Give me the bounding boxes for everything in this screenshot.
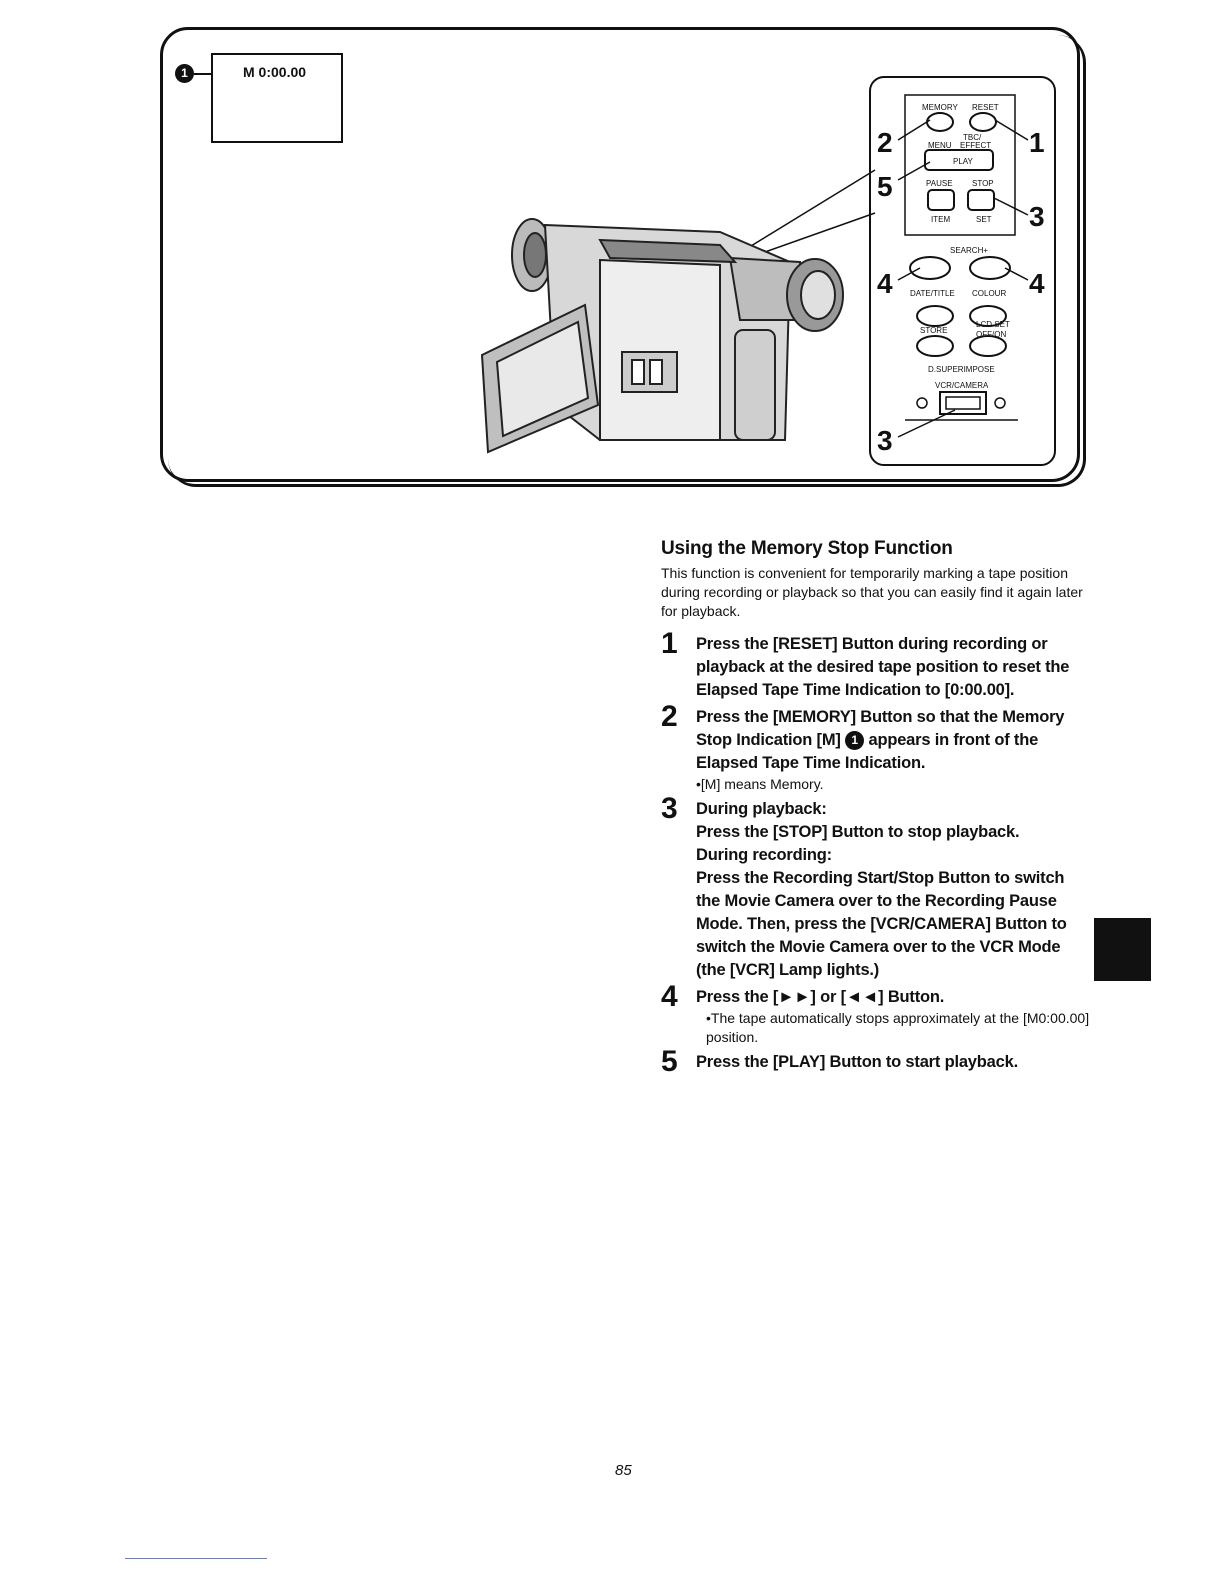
step-4 <box>661 980 1091 1047</box>
step-text: Press the [RESET] Button during recording or playback at the desired tape position to reset the Elapsed Tape Time Indication to [0:00.00]. <box>696 635 1070 699</box>
callout-4-left: 4 <box>877 268 893 299</box>
camcorder-body <box>482 219 843 452</box>
memory-button-label: MEMORY <box>922 103 958 112</box>
menu-label: MENU <box>928 141 952 150</box>
footer-rule <box>125 1558 267 1559</box>
step-2 <box>661 700 1091 794</box>
memory-indicator-text: M 0:00.00 <box>243 64 307 80</box>
d-superimpose-label: D.SUPERIMPOSE <box>928 365 995 374</box>
step-text-part-a: Press the [MEMORY] Button so that the Memory Stop Indication [M] <box>696 708 1065 749</box>
section-intro: This function is convenient for temporarily marking a tape position during recording or playback so that you can easily find it again later for playback. <box>661 565 1083 619</box>
marker-1-icon: 1 <box>845 731 864 750</box>
step-number: 3 <box>661 792 678 825</box>
callout-1: 1 <box>1029 127 1045 158</box>
date-title-label: DATE/TITLE <box>910 289 955 298</box>
step-number: 1 <box>661 627 678 660</box>
play-button-label: PLAY <box>953 157 973 166</box>
step-text-playback: Press the [STOP] Button to stop playback. <box>696 823 1020 841</box>
vcr-camera-label: VCR/CAMERA <box>935 381 989 390</box>
step-text-part-b: appears in front of the Elapsed Tape Time Indication. <box>696 731 1039 772</box>
lcd-set-label: LCD SET <box>976 320 1010 329</box>
marker-1-icon: 1 <box>175 64 194 83</box>
step-5 <box>661 1045 1091 1078</box>
item-label: ITEM <box>931 215 951 224</box>
step-text: Press the [PLAY] Button to start playback. <box>696 1053 1018 1071</box>
step-note: •[M] means Memory. <box>696 776 824 792</box>
instructions-column <box>661 538 1091 1078</box>
control-panel-labels <box>910 103 1010 390</box>
step-note: •The tape automatically stops approximately at the [M0:00.00] position. <box>706 1010 1090 1045</box>
step-text-recording: Press the Recording Start/Stop Button to switch the Movie Camera over to the Recording Pause Mode. Then, press the [VCR/CAMERA] Button to switch the Movie Camera over to the VCR Mode (the [VCR] Lamp lights.) <box>696 869 1067 979</box>
step-text <box>696 706 1091 775</box>
callout-5: 5 <box>877 171 893 202</box>
step-heading-playback: During playback: <box>696 800 827 818</box>
effect-label: EFFECT <box>960 141 992 150</box>
step-text: Press the [►►] or [◄◄] Button. <box>696 988 945 1006</box>
store-label: STORE <box>920 326 948 335</box>
step-3 <box>661 792 1091 982</box>
section-tab-marker <box>1094 918 1151 981</box>
stop-button-label: STOP <box>972 179 994 188</box>
reset-button-label: RESET <box>972 103 999 112</box>
pause-button-label: PAUSE <box>926 179 953 188</box>
step-number: 2 <box>661 700 678 733</box>
off-on-label: OFF/ON <box>976 330 1007 339</box>
callout-2: 2 <box>877 127 893 158</box>
section-title: Using the Memory Stop Function <box>661 538 953 559</box>
search-label: SEARCH+ <box>950 246 989 255</box>
set-label: SET <box>976 215 992 224</box>
step-1 <box>661 627 1091 702</box>
step-number: 4 <box>661 980 678 1013</box>
callout-3-bottom: 3 <box>877 425 893 456</box>
step-heading-recording: During recording: <box>696 846 832 864</box>
callout-4-right: 4 <box>1029 268 1045 299</box>
tbc-label: TBC/ <box>963 133 982 142</box>
colour-label: COLOUR <box>972 289 1007 298</box>
camcorder-illustration <box>0 0 1224 500</box>
callout-numbers <box>877 127 1045 456</box>
callout-3-top: 3 <box>1029 201 1045 232</box>
page-number: 85 <box>615 1462 632 1479</box>
step-number: 5 <box>661 1045 678 1078</box>
